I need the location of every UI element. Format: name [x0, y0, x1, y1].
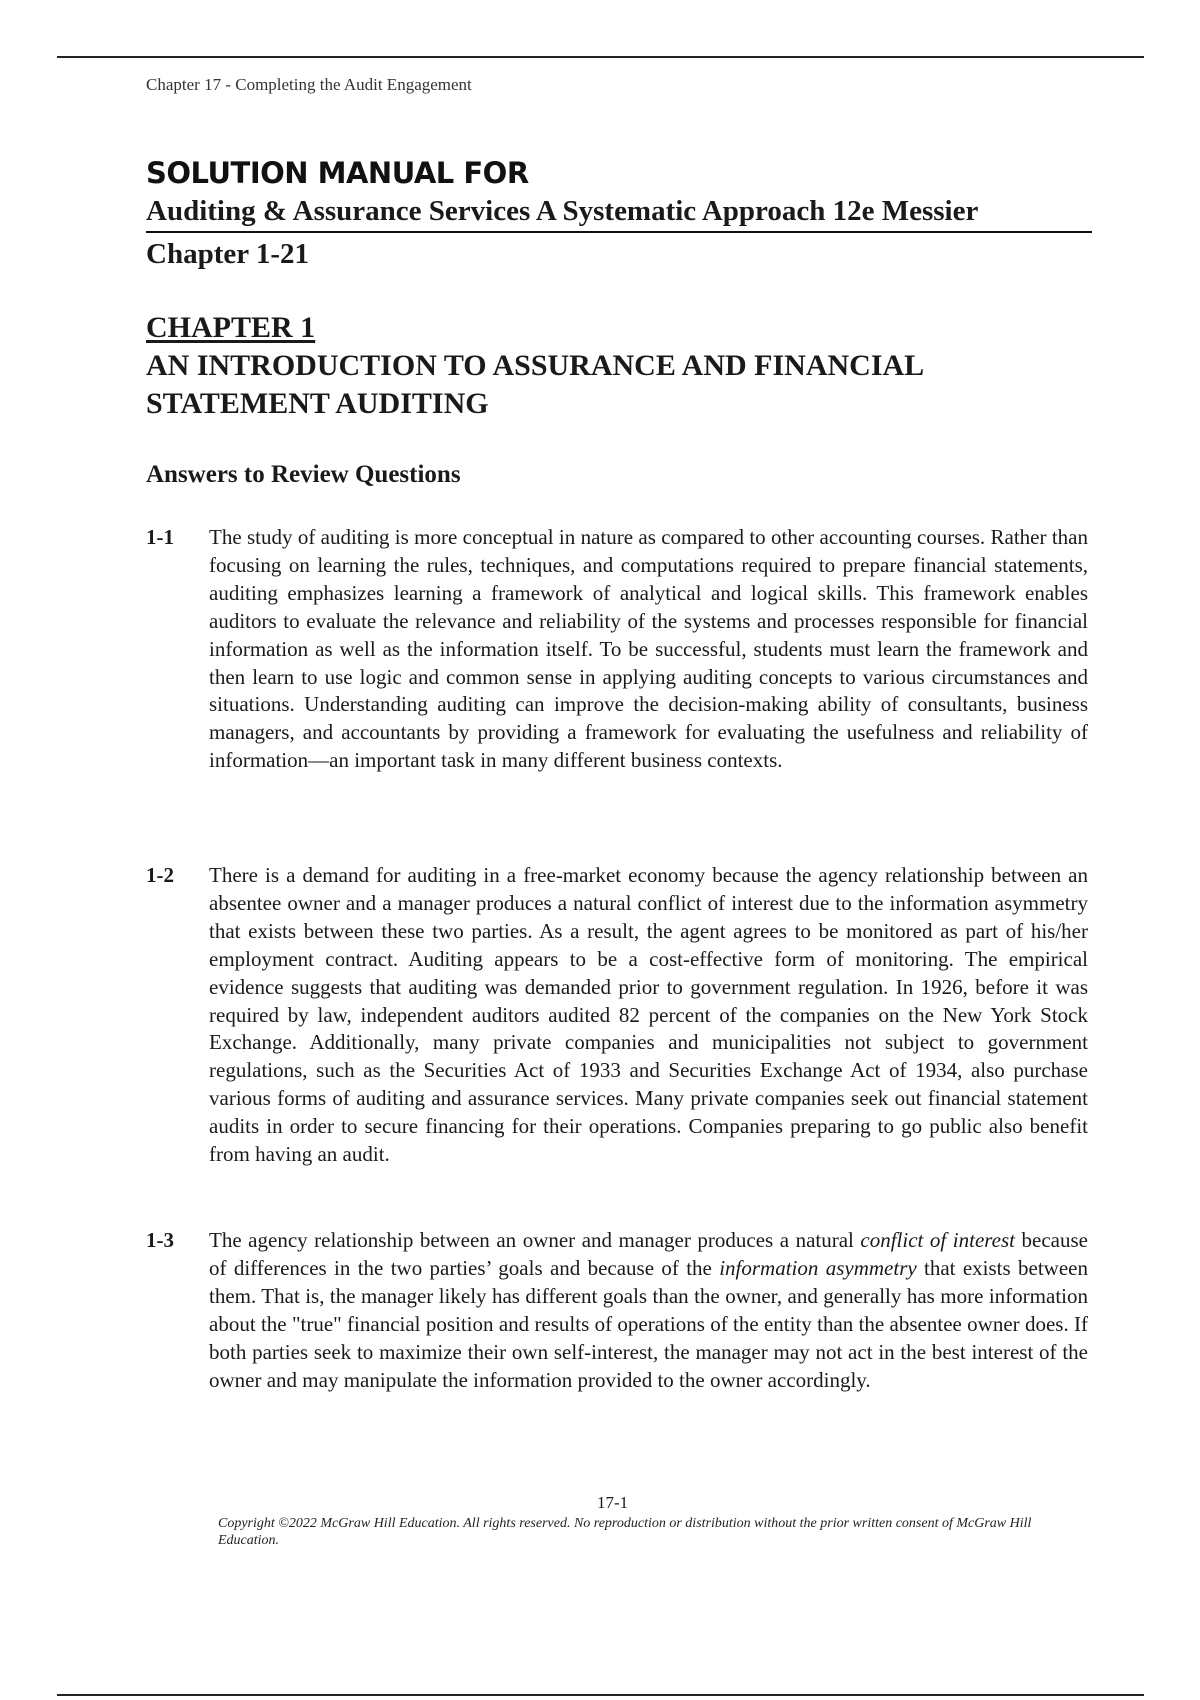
chapter-title: AN INTRODUCTION TO ASSURANCE AND FINANCIAL STATEMENT AUDITING — [146, 349, 923, 420]
page-number: 17-1 — [597, 1493, 629, 1512]
answer-text-part: because of differences in the two parties’ goals and because of the — [209, 1228, 1088, 1280]
answer-text-part: The agency relationship between an owner and manager produces a natural — [209, 1228, 861, 1252]
solution-manual-title: SOLUTION MANUAL FOR — [146, 156, 529, 190]
answer-text-part: that exists between them. That is, the manager likely has different goals than the owner, and generally has more information about the "true" financial position and results of operations of the entity than the absentee owner does. If both parties seek to maximize their own self-interest, the manager may not act in the best interest of the owner and may manipulate the information provided to the owner accordingly. — [209, 1255, 1088, 1392]
answer-text: There is a demand for auditing in a free-market economy because the agency relationship between an absentee owner and a manager produces a natural conflict of interest due to the information asymmetry that exists between these two parties. As a result, the agent agrees to be monitored as part of his/her employment contract. Auditing appears to be a cost-effective form of monitoring. The empirical evidence suggests that auditing was demanded prior to government regulation. In 1926, before it was required by law, independent auditors audited 82 percent of the companies on the New York Stock Exchange. Additionally, many private companies and municipalities not subject to government regulations, such as the Securities Act of 1933 and Securities Exchange Act of 1934, also purchase various forms of auditing and assurance services. Many private companies seek out financial statement audits in order to secure financing for their operations. Companies preparing to go public also benefit from having an audit. — [209, 863, 1088, 1167]
copyright-notice: Copyright ©2022 McGraw Hill Education. All rights reserved. No reproduction or distribution without the prior written consent of McGraw Hill Education. — [218, 1516, 1032, 1548]
bottom-rule — [57, 1694, 1144, 1696]
chapter-range: Chapter 1-21 — [146, 238, 309, 270]
question-number: 1-3 — [146, 1228, 174, 1252]
top-rule — [57, 56, 1144, 58]
answer-text: The study of auditing is more conceptual in nature as compared to other accounting courses. Rather than focusing on learning the rules, techniques, and computations required to prepare financial statements, auditing emphasizes learning a framework of analytical and logical skills. This framework enables auditors to evaluate the relevance and reliability of the systems and processes responsible for financial information as well as the information itself. To be successful, students must learn the framework and then learn to use logic and common sense in applying auditing concepts to various circumstances and situations. Understanding auditing can improve the decision-making ability of consultants, business managers, and accountants by providing a framework for evaluating the usefulness and reliability of information—an important task in many different business contexts. — [209, 525, 1088, 773]
section-heading: Answers to Review Questions — [146, 461, 461, 488]
running-head: Chapter 17 - Completing the Audit Engagement — [146, 75, 472, 94]
emphasis-conflict-of-interest: conflict of interest — [860, 1228, 1015, 1252]
question-number: 1-1 — [146, 525, 174, 549]
book-title: Auditing & Assurance Services A Systematic Approach 12e Messier — [146, 194, 1092, 233]
question-number: 1-2 — [146, 863, 174, 887]
chapter-label: CHAPTER 1 — [146, 311, 316, 344]
emphasis-information-asymmetry: information asymmetry — [719, 1255, 917, 1280]
answer-text — [209, 1227, 1088, 1394]
